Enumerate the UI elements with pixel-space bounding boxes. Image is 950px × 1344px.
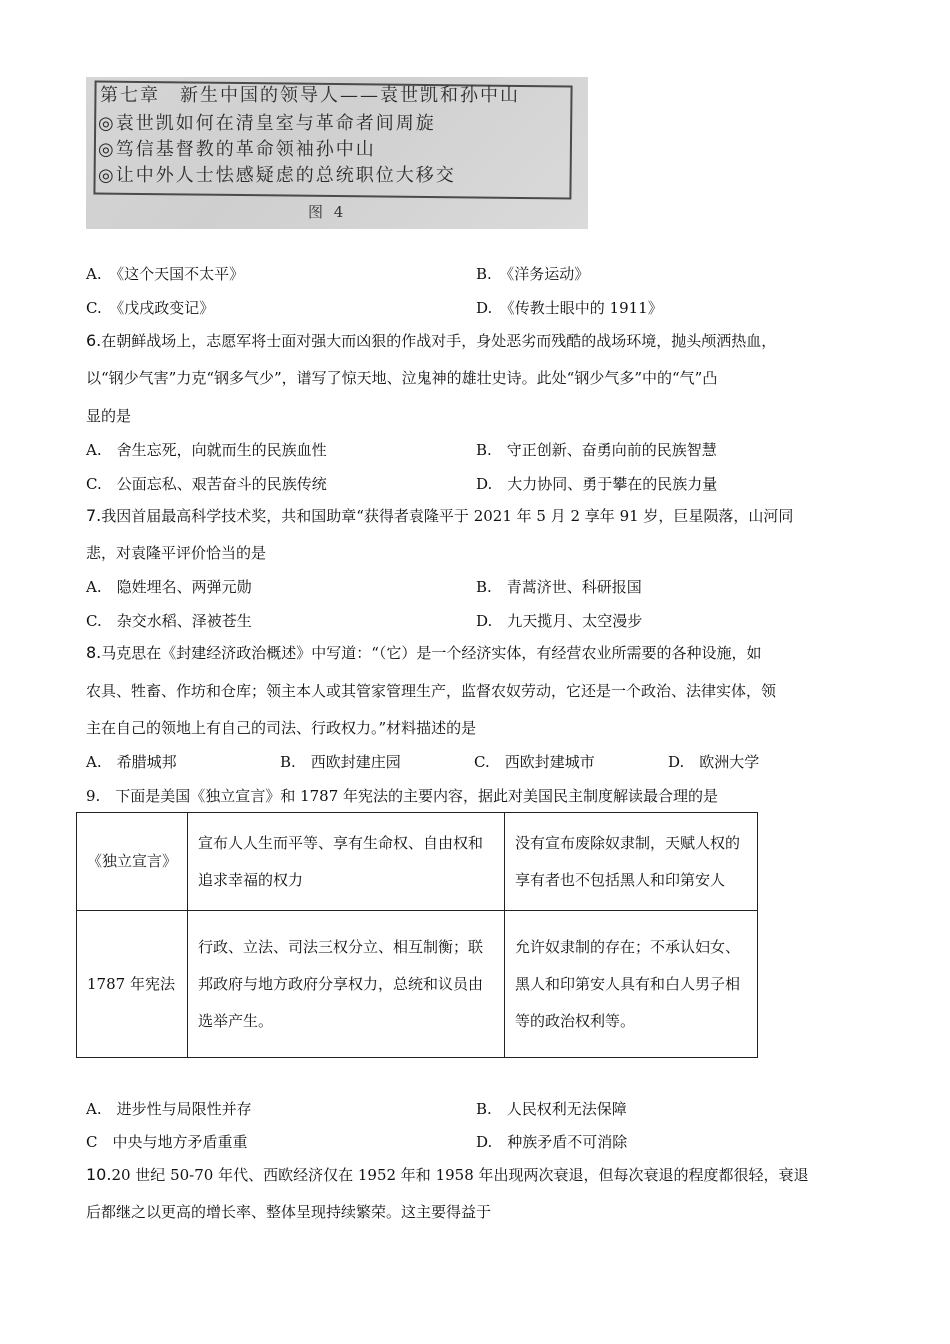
q7-option-b: B. 青蒿济世、科研报国 bbox=[476, 578, 642, 596]
q9-stem: 9. 下面是美国《独立宣言》和 1787 年宪法的主要内容，据此对美国民主制度解读最合理的是 bbox=[86, 787, 719, 805]
q7-stem-line-1: 7.我因首届最高科学技术奖，共和国助章“获得者袁隆平于 2021 年 5 月 2 享年 91 岁，巨星陨落，山河同 bbox=[86, 506, 794, 525]
q6-number: 6. bbox=[86, 331, 102, 350]
q5-option-c: C. 《戊戌政变记》 bbox=[86, 299, 215, 317]
q7-stem-line-2: 悲，对袁隆平评价恰当的是 bbox=[86, 544, 267, 562]
table-cell: 允许奴隶制的存在；不承认妇女、黑人和印第安人具有和白人男子相等的政治权利等。 bbox=[505, 911, 758, 1058]
q7-option-a: A. 隐姓埋名、两弹元勋 bbox=[86, 578, 252, 596]
comparison-table bbox=[76, 812, 758, 1058]
q10-stem-line-2: 后都继之以更高的增长率、整体呈现持续繁荣。这主要得益于 bbox=[86, 1203, 492, 1221]
q7-option-c: C. 杂交水稻、泽被苍生 bbox=[86, 612, 252, 630]
q6-stem-line-1: 6.在朝鲜战场上，志愿军将士面对强大而凶狠的作战对手，身处恶劣而残酷的战场环境，抛头颅洒热血， bbox=[86, 331, 777, 350]
q6-option-d: D. 大力协同、勇于攀在的民族力量 bbox=[476, 475, 718, 493]
q7-number: 7. bbox=[86, 506, 102, 525]
q8-option-c: C. 西欧封建城市 bbox=[474, 753, 595, 771]
q8-stem-line-3: 主在自己的领地上有自己的司法、行政权力。”材料描述的是 bbox=[86, 719, 477, 737]
q8-number: 8. bbox=[86, 643, 102, 662]
textbook-contents-photo bbox=[86, 77, 588, 229]
figure-caption: 图 4 bbox=[308, 203, 347, 221]
q9-option-d: D. 种族矛盾不可消除 bbox=[476, 1133, 628, 1151]
q9-option-c: C 中央与地方矛盾重重 bbox=[86, 1133, 248, 1151]
q6-stem-line-3: 显的是 bbox=[86, 407, 132, 425]
table-cell: 没有宣布废除奴隶制，天赋人权的享有者也不包括黑人和印第安人 bbox=[505, 813, 758, 911]
q8-stem-line-1: 8.马克思在《封建经济政治概述》中写道：“（它）是一个经济实体，有经营农业所需要的各种设施，如 bbox=[86, 643, 762, 662]
q6-stem-line-2: 以“钢少气害”力克“钢多气少”，谱写了惊天地、泣鬼神的雄壮史诗。此处“钢少气多”中的“气”凸 bbox=[86, 369, 718, 387]
q8-option-d: D. 欧洲大学 bbox=[668, 753, 760, 771]
q10-stem-line-1: 10.20 世纪 50-70 年代、西欧经济仅在 1952 年和 1958 年出现两次衰退，但每次衰退的程度都很轻，衰退 bbox=[86, 1165, 809, 1184]
q9-option-a: A. 进步性与局限性并存 bbox=[86, 1100, 252, 1118]
table-cell: 1787 年宪法 bbox=[77, 911, 188, 1058]
q5-option-d: D. 《传教士眼中的 1911》 bbox=[476, 299, 663, 317]
table-cell: 《独立宣言》 bbox=[77, 813, 188, 911]
table-row bbox=[77, 813, 758, 911]
q8-option-a: A. 希腊城邦 bbox=[86, 753, 177, 771]
q10-number: 10. bbox=[86, 1165, 112, 1184]
q6-option-b: B. 守正创新、奋勇向前的民族智慧 bbox=[476, 441, 717, 459]
table-cell: 宣布人人生而平等、享有生命权、自由权和追求幸福的权力 bbox=[188, 813, 505, 911]
contents-item-3: ◎让中外人士怯感疑虑的总统职位大移交 bbox=[98, 165, 456, 186]
q7-option-d: D. 九天揽月、太空漫步 bbox=[476, 612, 643, 630]
contents-item-2: ◎笃信基督教的革命领袖孙中山 bbox=[98, 139, 376, 160]
q5-option-b: B. 《洋务运动》 bbox=[476, 265, 590, 283]
q5-option-a: A. 《这个天国不太平》 bbox=[86, 265, 245, 283]
table-row bbox=[77, 911, 758, 1058]
q8-stem-line-2: 农具、牲畜、作坊和仓库；领主本人或其管家管理生产，监督农奴劳动，它还是一个政治、法律实体，领 bbox=[86, 682, 777, 700]
contents-item-1: ◎袁世凯如何在清皇室与革命者间周旋 bbox=[98, 113, 436, 134]
chapter-title: 第七章 新生中国的领导人——袁世凯和孙中山 bbox=[100, 85, 520, 106]
table-cell: 行政、立法、司法三权分立、相互制衡；联邦政府与地方政府分享权力，总统和议员由选举产生。 bbox=[188, 911, 505, 1058]
q6-option-c: C. 公面忘私、艰苦奋斗的民族传统 bbox=[86, 475, 327, 493]
q6-option-a: A. 舍生忘死，向就而生的民族血性 bbox=[86, 441, 327, 459]
q9-option-b: B. 人民权利无法保障 bbox=[476, 1100, 627, 1118]
q8-option-b: B. 西欧封建庄园 bbox=[280, 753, 401, 771]
